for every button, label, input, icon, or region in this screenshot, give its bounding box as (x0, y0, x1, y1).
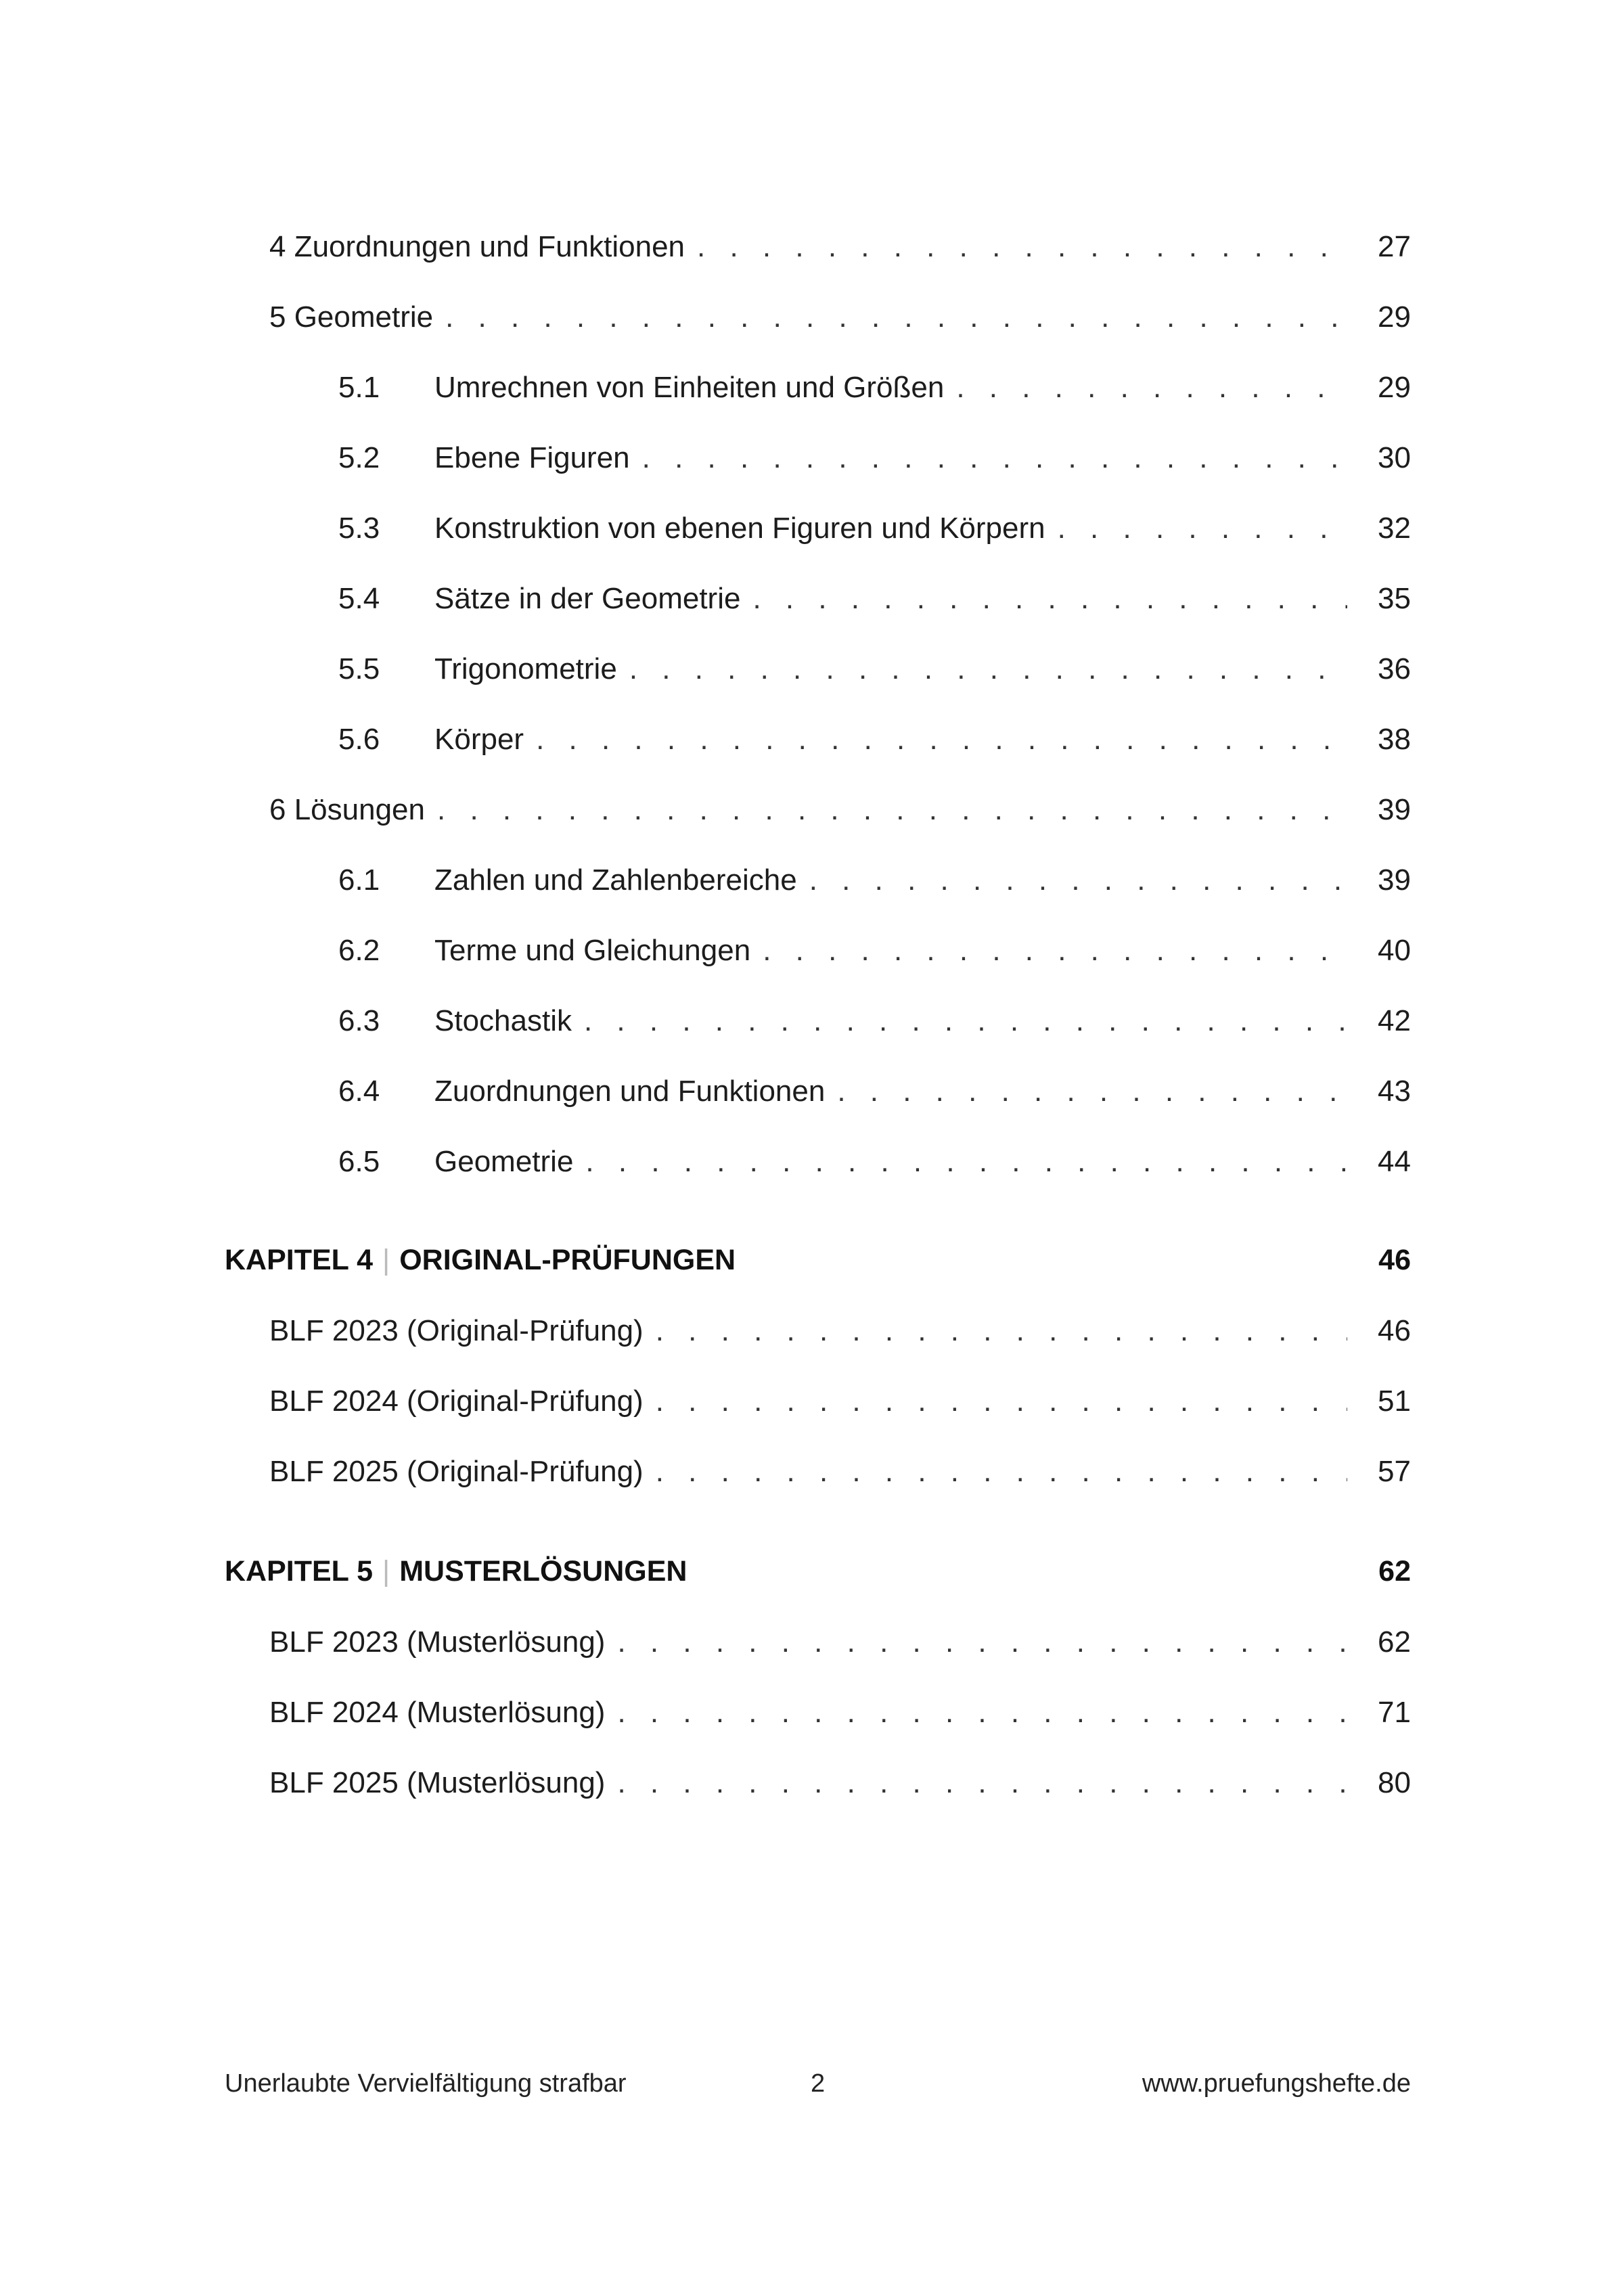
toc-entry-page: 40 (1378, 934, 1411, 967)
chapter-separator: | (382, 1555, 390, 1588)
toc-entry-title (338, 934, 750, 968)
chapter-number: KAPITEL 5 (225, 1555, 374, 1588)
toc-subentry-5-4[interactable] (0, 582, 1624, 629)
toc-entry-text: Sätze in der Geometrie (434, 582, 741, 615)
toc-entry-title (338, 512, 1045, 545)
toc-entry-title: BLF 2024 (Original-Prüfung) (269, 1385, 644, 1418)
toc-entry-blf-2024-muster[interactable] (0, 1696, 1624, 1743)
toc-entry-text: Konstruktion von ebenen Figuren und Körpern (434, 512, 1045, 545)
toc-entry-number: 5.2 (338, 441, 380, 474)
chapter-label (225, 1555, 687, 1588)
toc-entry-text: Körper (434, 723, 524, 756)
toc-subentry-6-2[interactable] (0, 934, 1624, 981)
toc-entry-loesungen[interactable] (0, 793, 1624, 840)
dot-leader (656, 1455, 1347, 1489)
toc-entry-text: Umrechnen von Einheiten und Größen (434, 371, 945, 404)
toc-subentry-5-6[interactable] (0, 723, 1624, 770)
toc-entry-number: 6.5 (338, 1145, 380, 1178)
dot-leader (642, 441, 1347, 475)
toc-entry-number: 6.4 (338, 1075, 380, 1108)
dot-leader (809, 863, 1347, 897)
toc-entry-text: Zahlen und Zahlenbereiche (434, 863, 797, 897)
toc-entry-title (338, 441, 630, 475)
toc-entry-page: 32 (1378, 512, 1411, 545)
dot-leader (585, 1145, 1347, 1179)
toc-entry-blf-2025-original[interactable] (0, 1455, 1624, 1502)
toc-entry-number: 6.1 (338, 863, 380, 897)
toc-subentry-5-5[interactable] (0, 652, 1624, 700)
chapter-title: ORIGINAL-PRÜFUNGEN (399, 1244, 736, 1276)
toc-entry-title: 6 Lösungen (269, 793, 425, 826)
toc-entry-page: 35 (1378, 582, 1411, 615)
dot-leader (617, 1766, 1347, 1800)
chapter-title: MUSTERLÖSUNGEN (399, 1555, 687, 1588)
dot-leader (536, 723, 1347, 757)
website-link[interactable]: www.pruefungshefte.de (1142, 2069, 1412, 2098)
dot-leader (437, 793, 1347, 827)
toc-entry-page: 42 (1378, 1004, 1411, 1037)
toc-entry-page: 62 (1378, 1625, 1411, 1659)
toc-entry-page: 39 (1378, 793, 1411, 826)
toc-entry-title (338, 1075, 825, 1108)
toc-entry-title: 4 Zuordnungen und Funktionen (269, 230, 685, 263)
toc-entry-title (338, 1004, 572, 1038)
dot-leader (1058, 512, 1347, 545)
dot-leader (752, 582, 1347, 616)
toc-entry-text: Trigonometrie (434, 652, 617, 685)
page-number: 2 (810, 2069, 826, 2098)
toc-entry-page: 29 (1378, 300, 1411, 334)
toc-entry-page: 27 (1378, 230, 1411, 263)
toc-entry-number: 6.3 (338, 1004, 380, 1037)
toc-subentry-6-1[interactable] (0, 863, 1624, 911)
dot-leader (445, 300, 1347, 334)
toc-entry-number: 5.1 (338, 371, 380, 404)
toc-entry-zuordnungen[interactable] (0, 230, 1624, 277)
toc-entry-title: 5 Geometrie (269, 300, 434, 334)
toc-subentry-5-3[interactable] (0, 512, 1624, 559)
toc-entry-page: 71 (1378, 1696, 1411, 1729)
chapter-page: 46 (1378, 1244, 1411, 1276)
toc-entry-title (338, 723, 524, 757)
toc-entry-text: Zuordnungen und Funktionen (434, 1075, 826, 1108)
toc-subentry-5-2[interactable] (0, 441, 1624, 489)
toc-entry-number: 5.4 (338, 582, 380, 615)
dot-leader (763, 934, 1347, 968)
toc-subentry-6-5[interactable] (0, 1145, 1624, 1192)
toc-entry-page: 46 (1378, 1314, 1411, 1347)
toc-entry-page: 36 (1378, 652, 1411, 685)
toc-entry-page: 51 (1378, 1385, 1411, 1418)
toc-entry-blf-2024-original[interactable] (0, 1385, 1624, 1432)
chapter-number: KAPITEL 4 (225, 1244, 374, 1276)
toc-entry-page: 30 (1378, 441, 1411, 474)
toc-entry-text: Ebene Figuren (434, 441, 630, 474)
chapter-heading-4[interactable] (0, 1244, 1624, 1291)
toc-entry-title (338, 652, 617, 686)
toc-entry-title: BLF 2023 (Original-Prüfung) (269, 1314, 644, 1347)
toc-entry-number: 5.6 (338, 723, 380, 756)
toc-entry-title (338, 371, 944, 405)
dot-leader (617, 1625, 1347, 1659)
toc-entry-number: 5.5 (338, 652, 380, 685)
toc-entry-page: 80 (1378, 1766, 1411, 1799)
chapter-label (225, 1244, 736, 1277)
dot-leader (629, 652, 1347, 686)
toc-entry-text: Terme und Gleichungen (434, 934, 751, 967)
toc-entry-title: BLF 2025 (Original-Prüfung) (269, 1455, 644, 1488)
chapter-separator: | (382, 1244, 390, 1276)
toc-entry-blf-2025-muster[interactable] (0, 1766, 1624, 1814)
dot-leader (656, 1385, 1347, 1418)
toc-entry-page: 57 (1378, 1455, 1411, 1488)
toc-subentry-6-3[interactable] (0, 1004, 1624, 1052)
toc-entry-blf-2023-muster[interactable] (0, 1625, 1624, 1673)
dot-leader (956, 371, 1347, 405)
copyright-notice: Unerlaubte Vervielfältigung strafbar (225, 2069, 627, 2098)
toc-entry-page: 29 (1378, 371, 1411, 404)
toc-entry-title (338, 1145, 573, 1179)
toc-entry-page: 38 (1378, 723, 1411, 756)
dot-leader (617, 1696, 1347, 1730)
toc-entry-page: 39 (1378, 863, 1411, 897)
chapter-heading-5[interactable] (0, 1555, 1624, 1602)
dot-leader (837, 1075, 1347, 1108)
toc-entry-title (338, 582, 740, 616)
toc-entry-title: BLF 2025 (Musterlösung) (269, 1766, 606, 1799)
page-footer (225, 2069, 1411, 2098)
toc-entry-number: 6.2 (338, 934, 380, 967)
toc-entry-number: 5.3 (338, 512, 380, 545)
toc-entry-page: 43 (1378, 1075, 1411, 1108)
toc-entry-text: Stochastik (434, 1004, 572, 1037)
toc-entry-title: BLF 2024 (Musterlösung) (269, 1696, 606, 1729)
dot-leader (697, 230, 1347, 264)
toc-subentry-5-1[interactable] (0, 371, 1624, 418)
dot-leader (584, 1004, 1347, 1038)
chapter-page: 62 (1378, 1555, 1411, 1588)
toc-entry-page: 44 (1378, 1145, 1411, 1178)
dot-leader (656, 1314, 1347, 1348)
toc-entry-title (338, 863, 797, 897)
toc-entry-title: BLF 2023 (Musterlösung) (269, 1625, 606, 1659)
toc-entry-geometrie[interactable] (0, 300, 1624, 348)
toc-subentry-6-4[interactable] (0, 1075, 1624, 1122)
toc-entry-blf-2023-original[interactable] (0, 1314, 1624, 1361)
toc-entry-text: Geometrie (434, 1145, 574, 1178)
